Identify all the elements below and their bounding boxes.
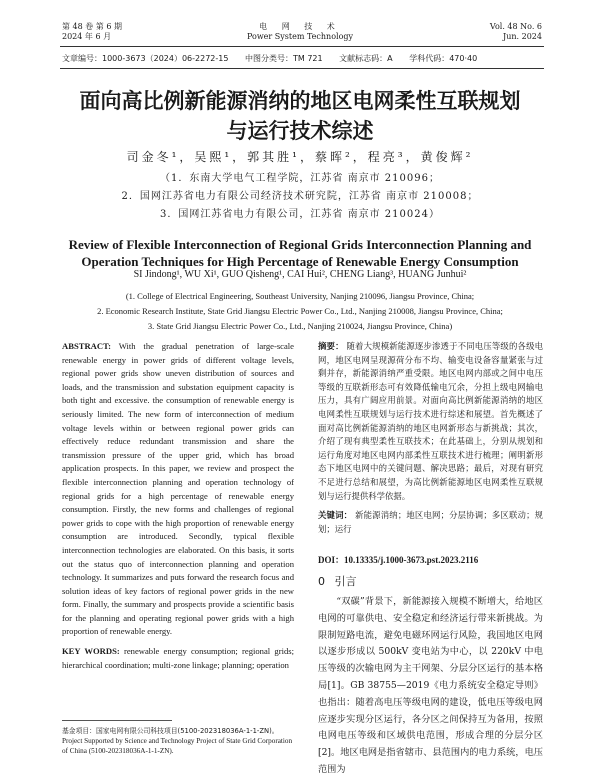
article-meta (62, 53, 542, 64)
doi: DOI：10.13335/j.1000-3673.pst.2023.2116 (318, 555, 479, 565)
header-volume-en (490, 22, 542, 42)
section-number: 0 (318, 575, 325, 588)
affiliation-en-2: 2. Economic Research Institute, State Grid Jiangsu Electric Power Co., Ltd., Nanjing 210008, Jiangsu Province, China; (97, 306, 503, 316)
discipline-code: 学科代码：470·40 (409, 54, 478, 63)
abstract-en-body (62, 340, 294, 639)
affiliation-cn-2: 2．国网江苏省电力有限公司经济技术研究院，江苏省 南京市 210008； (121, 191, 479, 202)
title-en-line2: Operation Techniques for High Percentage of Renewable Energy Consumption (81, 254, 519, 269)
article-number: 文章编号：1000-3673（2024）06-2272-15 (62, 54, 229, 63)
affiliation-cn-3: 3．国网江苏省电力有限公司，江苏省 南京市 210024） (160, 209, 440, 220)
fund-cn: 基金项目：国家电网有限公司科技项目(5100-202318036A-1-1-ZN)。 (62, 727, 279, 735)
meta-rule (60, 68, 544, 69)
header-volume-cn-line1: 第 48 卷 第 6 期 (62, 22, 122, 31)
keywords-en-text: renewable energy consumption; regional grids; hierarchical coordination; multi-zone linkage; planning; operation (62, 646, 294, 670)
authors-cn: 司金冬¹，吴熙¹，郭其胜¹，蔡晖²，程亮³，黄俊辉² (126, 150, 474, 164)
abstract-en-label: ABSTRACT: (62, 341, 112, 351)
abstract-cn-label: 摘要： (318, 341, 344, 351)
fund-en: Project Supported by Science and Technology Project of State Grid Corporation of China (5100-202318036A-1-1-ZN). (62, 737, 293, 755)
header-date-cn: 2024 年 6 月 (62, 32, 112, 41)
abstract-cn-text: 随着大规模新能源逐步渗透于不同电压等级的各级电网，地区电网呈现源荷分布不均、输变电设备容量紧张与过剩并存，新能源消纳严重受限。地区电网内部或之间中电压等级的互联新形态可有效降低输电冗余，分担上级电网输电压力，具有广阔应用前景。对面向高比例新能源消纳的地区电网柔性互联规划与运行技术进行综述和展望。首先概述了面对高比例新能源消纳的地区电网新形态与新挑战；其次，介绍了现有典型柔性互联技术；在此基础上，分别从规划和运行角度对地区电网内部柔性互联技术进行梳理；阐明新形态下地区电网中的关键问题、解决思路；最后，对现有研究不足进行总结和展望，为高比例新能源地区电网柔性互联规划与运行提供科学依据。 (318, 341, 543, 501)
abstract-cn-body (318, 340, 543, 503)
abstract-en (62, 340, 294, 672)
footnote (62, 726, 294, 756)
introduction-paragraph: “双碳”背景下，新能源接入规模不断增大，给地区电网的可靠供电、安全稳定和经济运行带来新挑战。为限制短路电流，避免电磁环网运行风险，我国地区电网以逐步形成以 500kV 变电站为中心，以 220kV 中电压等级的次输电网为主干网架、分层分区运行的基本格局[1]。GB 38755—2019《电力系统安全稳定导则》也指出：随着高电压等级电网的建设，低电压等级电网应逐步实现分区运行，各分区之间保持互为备用，按照电网电压等级和区域供电范围，形成合理的分层分区[2]。地区电网是指省辖市、县范围内的电力系统，电压范围为 (318, 596, 543, 775)
affiliation-cn-1: （1．东南大学电气工程学院，江苏省 南京市 210096； (160, 173, 440, 184)
keywords-en (62, 645, 294, 672)
affiliation-en-3: 3. State Grid Jiangsu Electric Power Co., Ltd., Nanjing 210024, Jiangsu Province, China) (147, 321, 453, 331)
section-title: 引言 (334, 575, 357, 588)
document-code: 文献标志码：A (339, 54, 393, 63)
title-cn-line1: 面向高比例新能源消纳的地区电网柔性互联规划 (79, 89, 521, 113)
footnote-rule (62, 720, 172, 721)
keywords-cn-label: 关键词： (318, 510, 353, 521)
keywords-cn (318, 509, 543, 536)
title-en-line1: Review of Flexible Interconnection of Regional Grids Interconnection Planning and (68, 237, 532, 252)
keywords-en-label: KEY WORDS: (62, 646, 120, 657)
abstract-en-text: With the gradual penetration of large-scale renewable energy in power grids of different voltage levels, regional power grids show uneven distribution of sources and loads, and the transmission and substation equipment capacity is both tight and excessive. the consumption of renewable energy is seriously limited. The new form of interconnection of medium voltage levels within or between regional power grids can effectively reduce redundant transmission and share the transmission pressure of the upper grid, which has broad application prospects. In this paper, we review and prospect the flexible interconnection planning and operation technology of regional grids for a high percentage of renewable energy consumption. Firstly, the new forms and challenges of regional power grids to cope with the high proportion of renewable energy consumption are introduced. Secondly, typical flexible interconnection technologies are elaborated. On this basis, it sorts out the status quo of interconnection planning and operation technology. It summarizes and puts forward the research focus and solution ideas of key factors of regional power grids in the new form. Finally, the summary and prospects provide a scientific basis for the planning and operating regional power grids with a high proportion of renewable energy. (62, 341, 294, 637)
keywords-cn-text: 新能源消纳；地区电网；分层协调；多区联动；规划；运行 (318, 510, 544, 534)
title-cn-line2: 与运行技术综述 (226, 119, 374, 143)
section-heading (318, 573, 357, 589)
authors-en: SI Jindong¹, WU Xi¹, GUO Qisheng¹, CAI Hui², CHENG Liang³, HUANG Junhui² (133, 269, 467, 280)
abstract-cn (318, 340, 543, 536)
header-date-en: Jun. 2024 (503, 32, 542, 41)
header-rule (60, 46, 544, 47)
journal-name-cn: 电 网 技 术 (259, 22, 341, 31)
journal-name-en: Power System Technology (246, 32, 354, 41)
affiliation-en-1: (1. College of Electrical Engineering, Southeast University, Nanjing 210096, Jiangsu Province, China; (125, 291, 475, 301)
header-volume-en-line1: Vol. 48 No. 6 (489, 22, 542, 31)
clc-number: 中图分类号：TM 721 (245, 54, 323, 63)
